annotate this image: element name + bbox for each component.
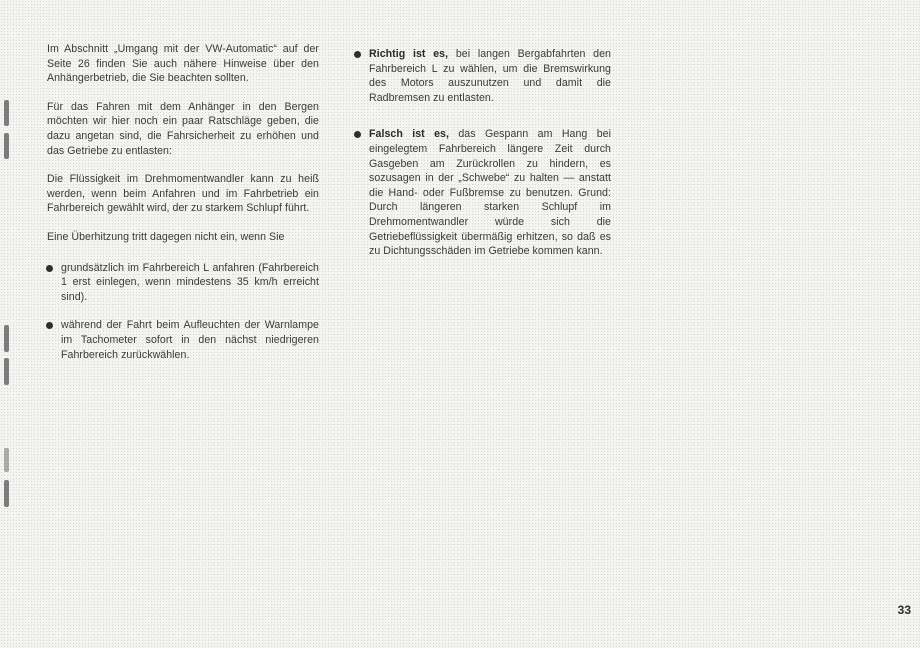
bullet-text: während der Fahrt beim Aufleuchten der Warnlampe im Tachometer sofort in den nächst niedrigeren Fahrbereich zurückwählen.	[61, 319, 319, 361]
binding-mark	[4, 480, 9, 507]
bullet-text: bei langen Bergabfahrten den Fahrbereich L zu wählen, um die Bremswirkung des Motors auszunutzen und damit die Radbremsen zu entlasten.	[369, 48, 611, 104]
bullet-text: grundsätzlich im Fahrbereich L anfahren (Fahrbereich 1 erst einlegen, wenn mindestens 35 km/h erreicht sind).	[61, 261, 319, 303]
page-number: 33	[897, 603, 911, 617]
binding-mark	[4, 325, 9, 352]
binding-mark	[4, 100, 9, 126]
bullet-item-wrong	[355, 127, 611, 258]
binding-mark	[4, 448, 9, 472]
bullet-item	[47, 261, 319, 305]
bullet-text: das Gespann am Hang bei eingelegtem Fahrbereich längere Zeit durch Gasgeben am Zurückrollen zu hindern, es sozusagen in der „Schwebe“ zu halten — anstatt die Hand- oder Fußbremse zu benutzen. Grund: Durch längeren starken Schlupf im Drehmomentwandler würde sich die Getriebeflüssigkeit übermäßig erhitzen, so daß es zu Dichtungsschäden im Getriebe kommen kann.	[369, 128, 611, 258]
bullet-icon	[354, 51, 361, 58]
paragraph-fluid-heat: Die Flüssigkeit im Drehmomentwandler kann zu heiß werden, wenn beim Anfahren und im Fahrbetrieb ein Fahrbereich gewählt wird, der zu starkem Schlupf führt.	[47, 173, 319, 215]
bullet-lead: Richtig ist es,	[369, 48, 449, 60]
paragraph-no-overheat: Eine Überhitzung tritt dagegen nicht ein, wenn Sie	[47, 230, 285, 243]
bullet-icon	[46, 265, 53, 272]
bullet-lead: Falsch ist es,	[369, 128, 449, 141]
bullet-icon	[354, 131, 361, 138]
bullet-item	[47, 318, 319, 362]
bullet-item-correct	[355, 47, 611, 105]
paragraph-mountains: Für das Fahren mit dem Anhänger in den Bergen möchten wir hier noch ein paar Ratschläge geben, die dazu angetan sind, die Fahrsicherheit zu erhöhen und das Getriebe zu entlasten:	[47, 100, 319, 157]
binding-mark	[4, 358, 9, 385]
bullet-icon	[46, 322, 53, 329]
right-column	[355, 47, 611, 273]
left-column	[47, 42, 319, 376]
paragraph-intro: Im Abschnitt „Umgang mit der VW-Automatic“ auf der Seite 26 finden Sie auch nähere Hinweise über den Anhängerbetrieb, die Sie beachten sollten.	[47, 43, 319, 85]
binding-mark	[4, 133, 9, 159]
